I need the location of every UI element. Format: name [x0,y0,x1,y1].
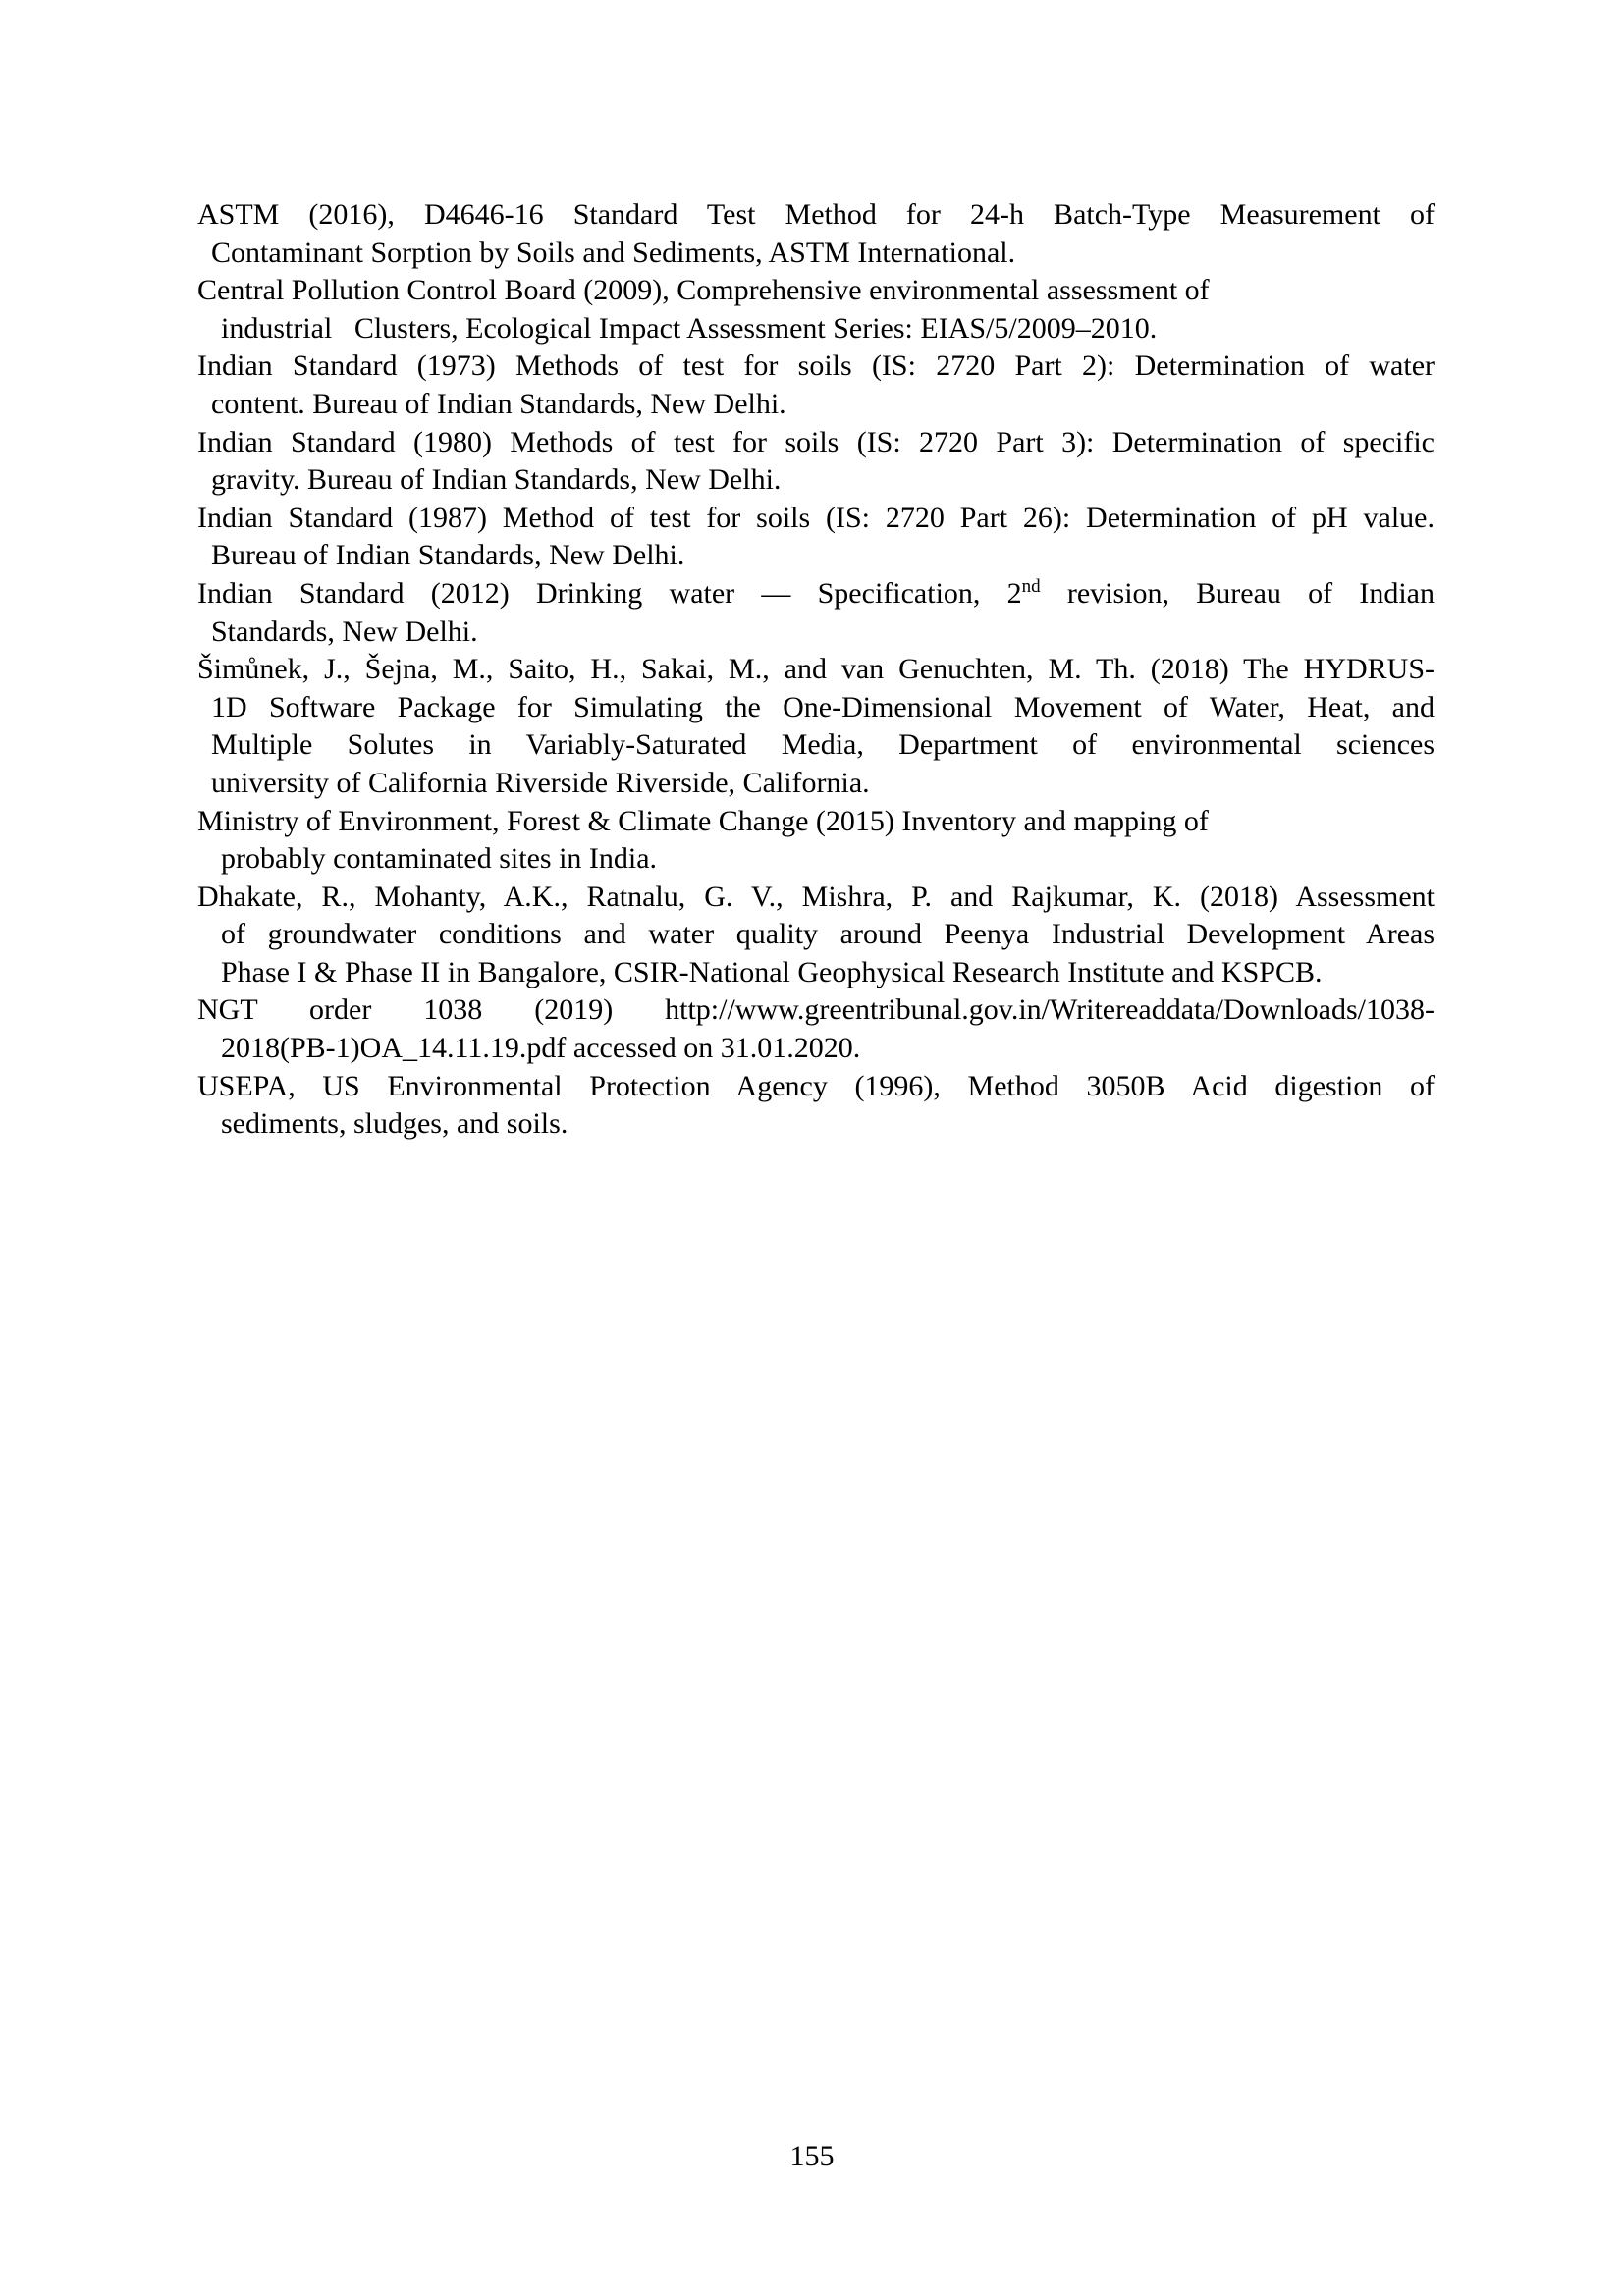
reference-line: Standards, New Delhi. [211,614,478,648]
reference-entry-usepa [197,1068,1435,1144]
reference-text: revision, Bureau of Indian [1040,576,1435,610]
reference-line: NGT order 1038 (2019) http://www.greentribunal.gov.in/Writereaddata/Downloads/1038- [197,993,1435,1027]
reference-entry-astm [197,196,1435,272]
reference-line: Indian Standard (1973) Methods of test for soils (IS: 2720 Part 2): Determination of water [197,349,1435,383]
reference-line: probably contaminated sites in India. [221,842,658,876]
reference-line [197,575,1435,614]
reference-line: Ministry of Environment, Forest & Climate Change (2015) Inventory and mapping of [197,804,1209,837]
reference-line: Dhakate, R., Mohanty, A.K., Ratnalu, G. V., Mishra, P. and Rajkumar, K. (2018) Assessment [197,880,1435,913]
reference-line: university of California Riverside Riverside, California. [211,766,870,799]
reference-line: gravity. Bureau of Indian Standards, New Delhi. [211,463,782,497]
reference-line: ASTM (2016), D4646-16 Standard Test Method for 24-h Batch-Type Measurement of [197,198,1435,231]
reference-entry-is-1987 [197,500,1435,575]
reference-line: 2018(PB-1)OA_14.11.19.pdf accessed on 31.01.2020. [221,1032,861,1065]
reference-list [197,196,1435,1144]
reference-line: Contaminant Sorption by Soils and Sediments, ASTM International. [211,236,1016,269]
reference-entry-ngt [197,991,1435,1067]
superscript-ordinal: nd [1021,575,1041,597]
reference-entry-is-1973 [197,347,1435,423]
reference-line: Indian Standard (1987) Method of test for soils (IS: 2720 Part 26): Determination of pH value. [197,501,1435,534]
reference-line: Bureau of Indian Standards, New Delhi. [211,539,685,572]
reference-line: USEPA, US Environmental Protection Agency (1996), Method 3050B Acid digestion of [197,1069,1435,1102]
reference-line: Indian Standard (1980) Methods of test for soils (IS: 2720 Part 3): Determination of specific [197,425,1435,458]
reference-text: Indian Standard (2012) Drinking water — Specification, 2 [197,576,1022,610]
reference-line: Multiple Solutes in Variably-Saturated Media, Department of environmental sciences [211,728,1435,762]
reference-line: Šimůnek, J., Šejna, M., Saito, H., Sakai, M., and van Genuchten, M. Th. (2018) The HYDRUS- [197,653,1435,686]
reference-line: Central Pollution Control Board (2009), Comprehensive environmental assessment of [197,274,1210,307]
reference-entry-simunek [197,651,1435,802]
reference-entry-dhakate [197,879,1435,992]
reference-line: content. Bureau of Indian Standards, New Delhi. [211,387,786,420]
reference-entry-moefcc [197,803,1435,879]
reference-line: of groundwater conditions and water quality around Peenya Industrial Development Areas [221,918,1435,951]
reference-line: industrial Clusters, Ecological Impact Assessment Series: EIAS/5/2009–2010. [221,311,1158,345]
reference-line: sediments, sludges, and soils. [221,1107,568,1141]
reference-entry-is-1980 [197,424,1435,500]
reference-entry-is-2012 [197,575,1435,651]
reference-entry-cpcb [197,272,1435,347]
page-number: 155 [789,2140,835,2172]
reference-line: 1D Software Package for Simulating the One-Dimensional Movement of Water, Heat, and [211,690,1435,723]
reference-line: Phase I & Phase II in Bangalore, CSIR-National Geophysical Research Institute and KSPCB. [221,955,1323,988]
